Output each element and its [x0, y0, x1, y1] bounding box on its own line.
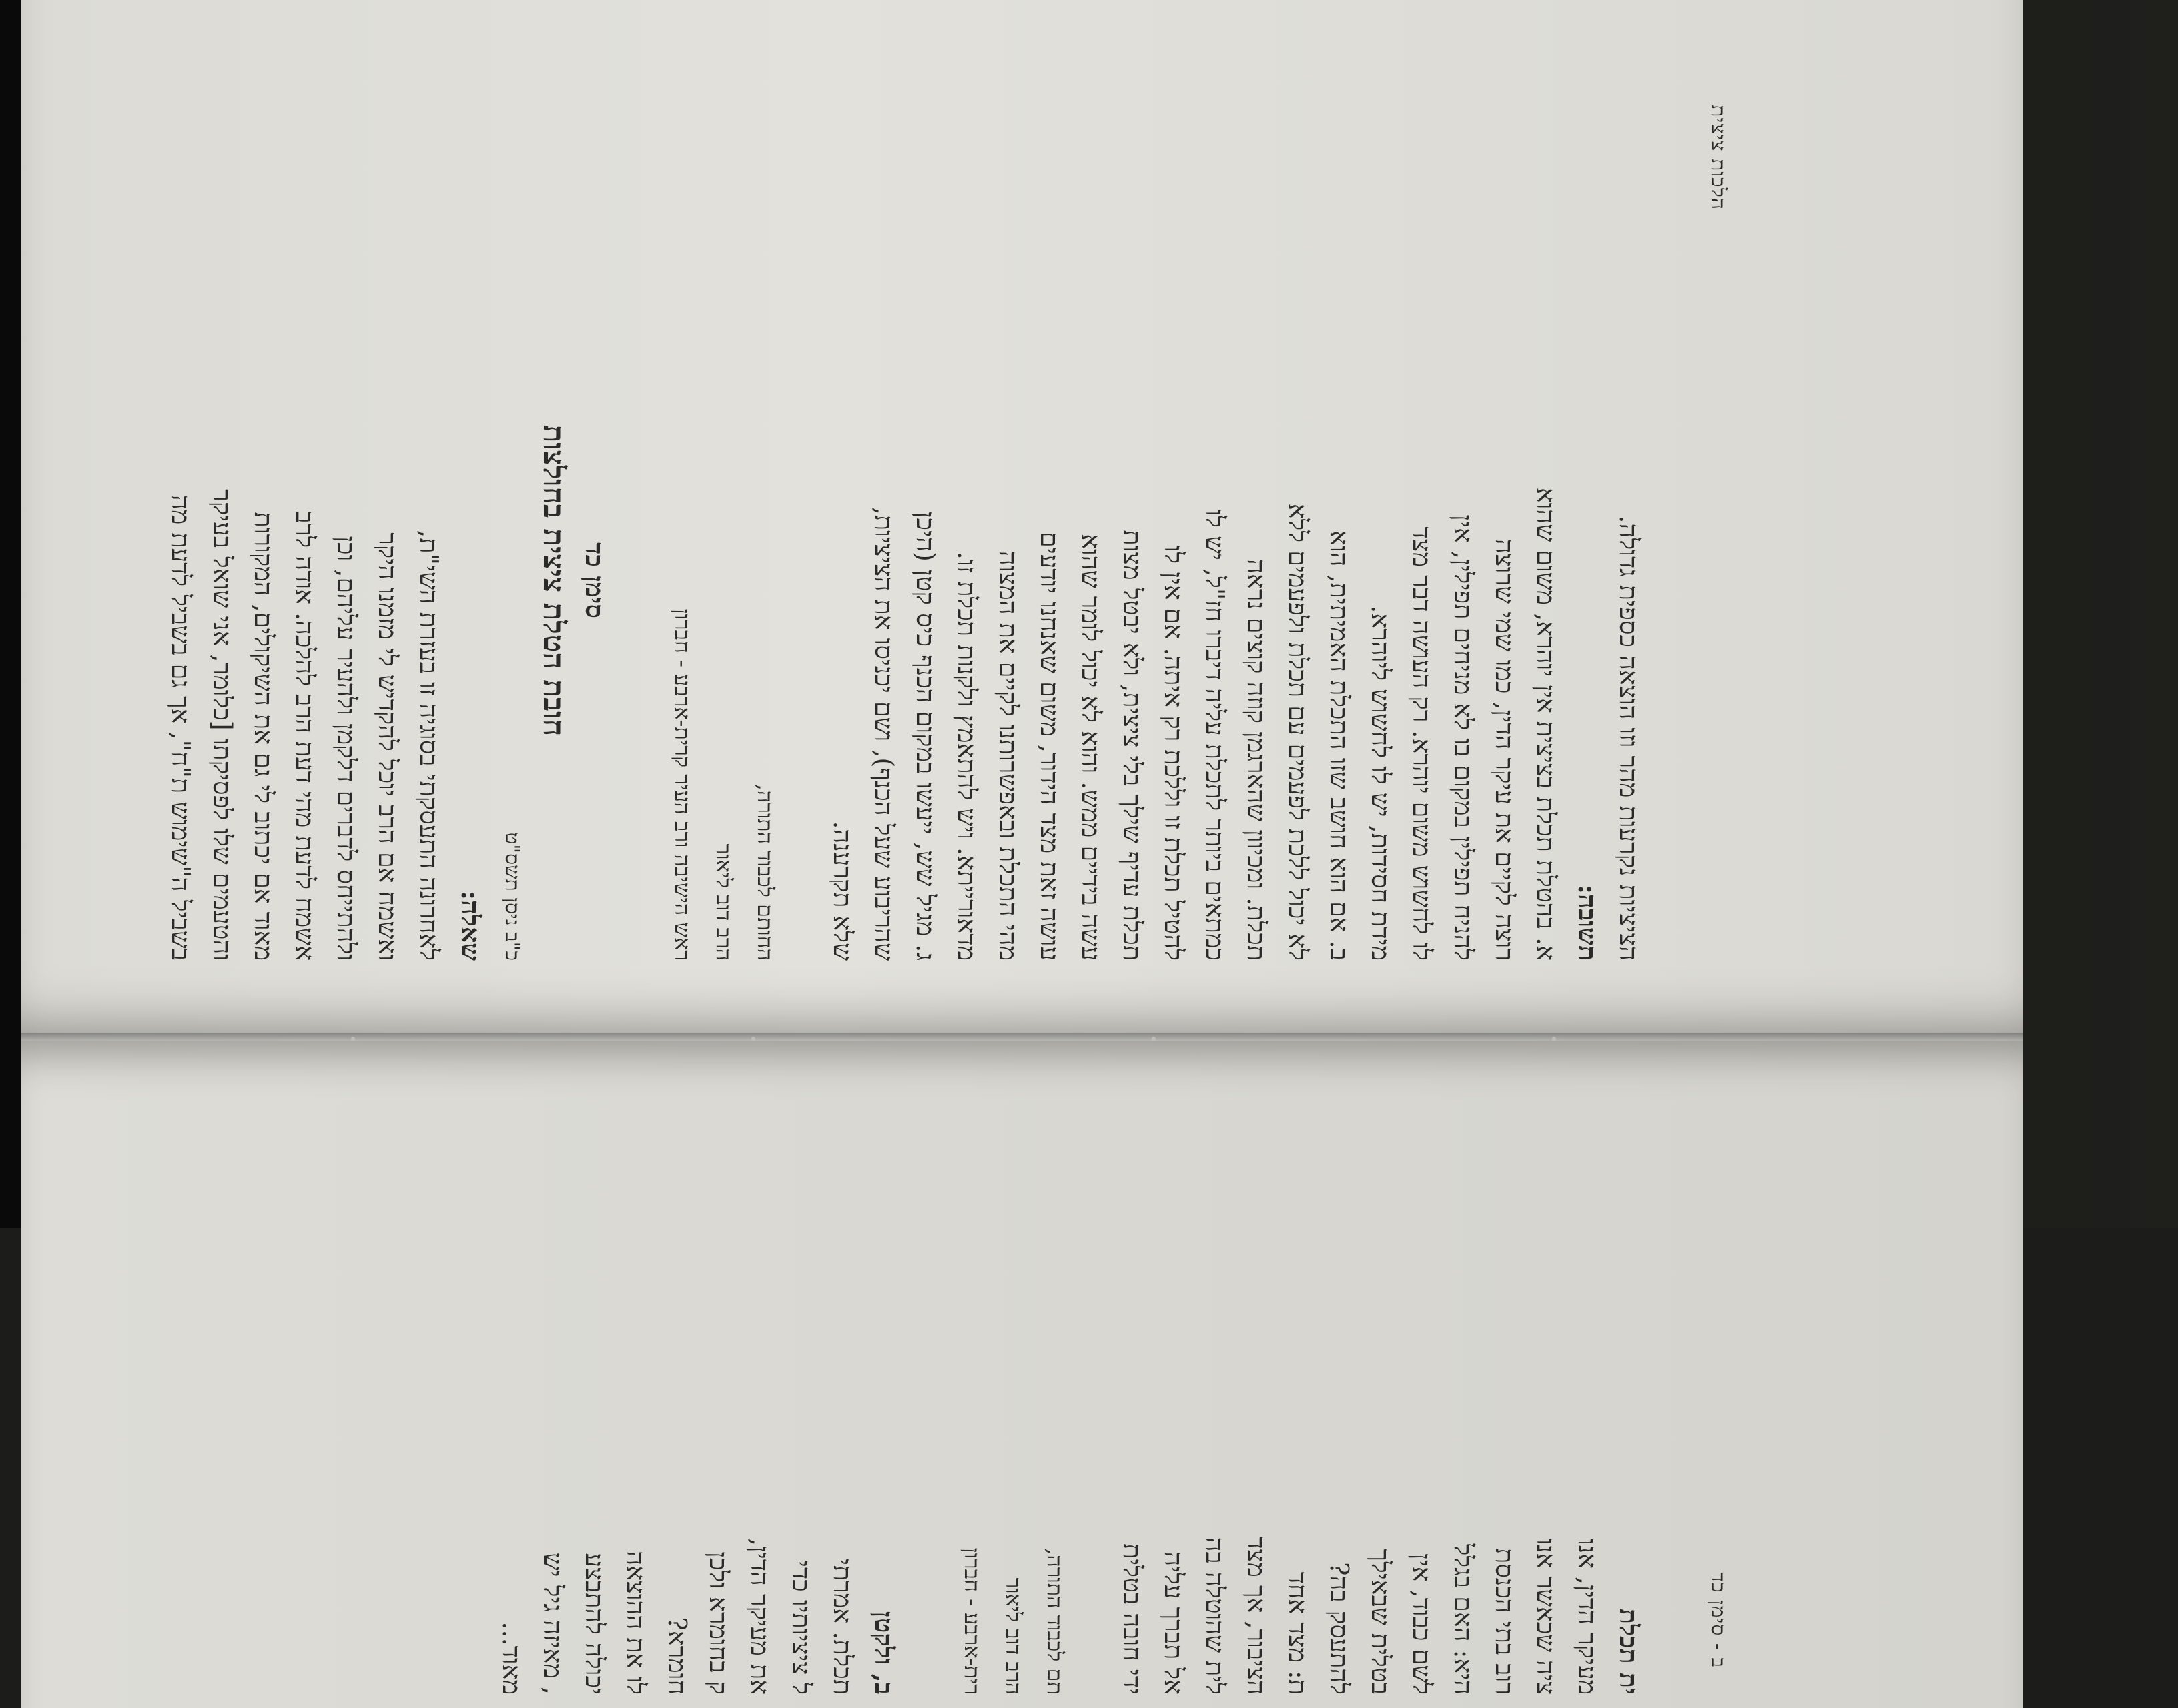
- fragment-line: מעיקר הדין, אנו: [1573, 1539, 1602, 1695]
- para-b-line: עושה זאת מצד הידור, משום שאנחנו יודעים: [1035, 532, 1064, 961]
- fragment-line: , מאיזה גיל יש: [538, 1552, 568, 1695]
- fragment-line: לו את ההוצאה: [621, 1551, 651, 1695]
- facing-page-partial: [21, 1041, 2023, 1708]
- spacer: [905, 1494, 946, 1695]
- fragment-line: בטלית שבאילך: [1366, 1549, 1395, 1695]
- para-a-line: להניח תפילין במקום בו לא מניחים תפילין, אין: [1449, 514, 1478, 961]
- para-b-line: מדאורייתא. ויש להתאמץ ולקנות תכלת זו.: [952, 551, 982, 961]
- siman-number: סימן כד: [580, 542, 610, 618]
- question-line: ואשמח אם הרב יוכל להקדיש לי מזמנו היקר: [373, 532, 402, 961]
- open-book-spread: [21, 0, 2023, 1695]
- answer-label: תשובה:: [1573, 885, 1603, 961]
- para-c-line: ג. מגיל שש, ייעשו במקום הכנף כיס קטן (היכן: [911, 511, 940, 961]
- fragment-line: ב, ולקטן: [869, 1611, 899, 1695]
- question-line: והטעמים שלו לפסיקתו [כלומר, אני שואל בעיקר: [208, 489, 237, 961]
- signature-line: החותם לכבוד התורה,: [753, 783, 778, 961]
- signature-line: הרב דוב ליאור: [711, 843, 737, 961]
- fragment-line: אל תברך עליה: [1159, 1551, 1188, 1695]
- question-line: בשביל ה"שימוש ת"ח", אך גם בשביל לדעת מה: [166, 495, 196, 961]
- para-a-line: רוצה לקיים את עיקר הדין, כמו שמי שרוצה: [1490, 538, 1519, 961]
- fragment-line: את מעיקר הדין,: [745, 1538, 775, 1695]
- question-line: אשמח לדעת מהי דעת הרב להלכה. אודה לרב: [290, 511, 320, 961]
- fragment-line: תכלת. אמרתי: [828, 1559, 857, 1695]
- spacer: [1070, 1494, 1112, 1695]
- para-b-line: תכלת. ומכיוון שהארגמן קוזה קוצים נראה: [1242, 559, 1271, 961]
- para-c-line: שהריבוע שעל הכנף), ושם יכניסו את הציציות,: [869, 506, 899, 961]
- question-line: לאחרונה התעסקתי בסוגיה זו בעזרת השי"ת,: [414, 530, 444, 961]
- para-b-line: כמתאים ביותר לתכלת עליה דיברו חז"ל, יש לו: [1200, 509, 1230, 961]
- fragment-line: להתעסק בה?: [1325, 1562, 1354, 1695]
- fragment-line: רוב בתי הכנסת: [1490, 1548, 1519, 1695]
- siman-title: חובת הטלת ציצית בחולצות: [536, 424, 571, 737]
- fragment-line: ידי חובה בטלית: [1118, 1543, 1147, 1695]
- fragment-line: היא: האם בגלל: [1449, 1543, 1478, 1695]
- fragment-line: ית תכלת: [1614, 1608, 1644, 1695]
- page-marker: ב - סימן כד: [1706, 1572, 1730, 1668]
- para-b-line: עשה בידיים ממש. והוא לא יכול לומר שהוא: [1076, 534, 1106, 961]
- fragment-line: ל ציציותיו כדי: [787, 1560, 816, 1695]
- main-text-column: [160, 200, 1650, 961]
- spacer: [615, 200, 657, 961]
- date-line: כ"ב ניסן תשס"ט: [500, 832, 524, 961]
- fragment-line: ציה שכאשר אנו: [1531, 1538, 1561, 1695]
- para-a-line: א. בהטלת תכלת בציצית אין יוהרא, משום שהוא: [1531, 487, 1561, 961]
- para-b-line: ב. אם הוא חושב שזו התכלת האמיתית, הוא: [1325, 530, 1354, 961]
- para-a-line: לו לחשוש משום יוהרא. רק העושה דבר מצד: [1407, 526, 1437, 961]
- signature-line: ראש הישיבה ורב העיר קרית-ארבע - חברון: [670, 608, 695, 961]
- running-head: הלכות ציצית: [1706, 105, 1730, 210]
- fragment-line: רית-ארבע - חברון: [960, 1547, 985, 1695]
- para-b-line: להטיל תכלת זו וללכת רק איתה. אם אין לו: [1159, 545, 1188, 961]
- intro-line: הציציות נקרעות מהר וזו הוצאה כספית גדולה.: [1614, 515, 1644, 961]
- fragment-line: לשם כבוד, אין: [1407, 1553, 1437, 1695]
- fragment-line: הרב דוב ליאור: [1001, 1577, 1026, 1695]
- question-line: ולהתייחס לדברים דלקמן ולהעיר עליהם, וכן: [332, 536, 361, 961]
- main-page: [21, 0, 2023, 1041]
- facing-page-fragments: [491, 1494, 1650, 1695]
- para-a-line: מידת חסידות, יש לו לחשוש ליוהרא.: [1366, 605, 1395, 961]
- question-line: מאוד אם יכתוב לי גם את השיקולים, המקורות: [249, 512, 278, 961]
- para-b-line: תכלת עדיף שילך בלי ציצית, ולא יבטל מצות: [1118, 530, 1147, 961]
- question-label: שאלה:: [456, 891, 486, 961]
- fragment-line: חומרא?: [663, 1617, 692, 1695]
- fragment-line: ת: מצד אחד: [1283, 1571, 1313, 1695]
- fragment-line: הציבור, אך מצד: [1242, 1537, 1271, 1695]
- para-b-line: לא יכול ללכת לפעמים עם תכלת ולפעמים ללא: [1283, 503, 1313, 961]
- fragment-line: לית שהוטלה בה: [1200, 1537, 1230, 1695]
- fragment-line: ק בחומרא ולכן: [704, 1551, 733, 1695]
- fragment-line: יכולה להתבצע: [580, 1553, 609, 1695]
- spacer: [781, 200, 822, 961]
- para-b-line: מהי התכלת ובאפשרותנו לקיים את המצוה: [994, 550, 1023, 961]
- para-c-line: שלא תקרענה.: [828, 821, 857, 961]
- fragment-line: מאוד...: [497, 1621, 526, 1695]
- fragment-line: תם לכבוד התורה,: [1042, 1548, 1068, 1695]
